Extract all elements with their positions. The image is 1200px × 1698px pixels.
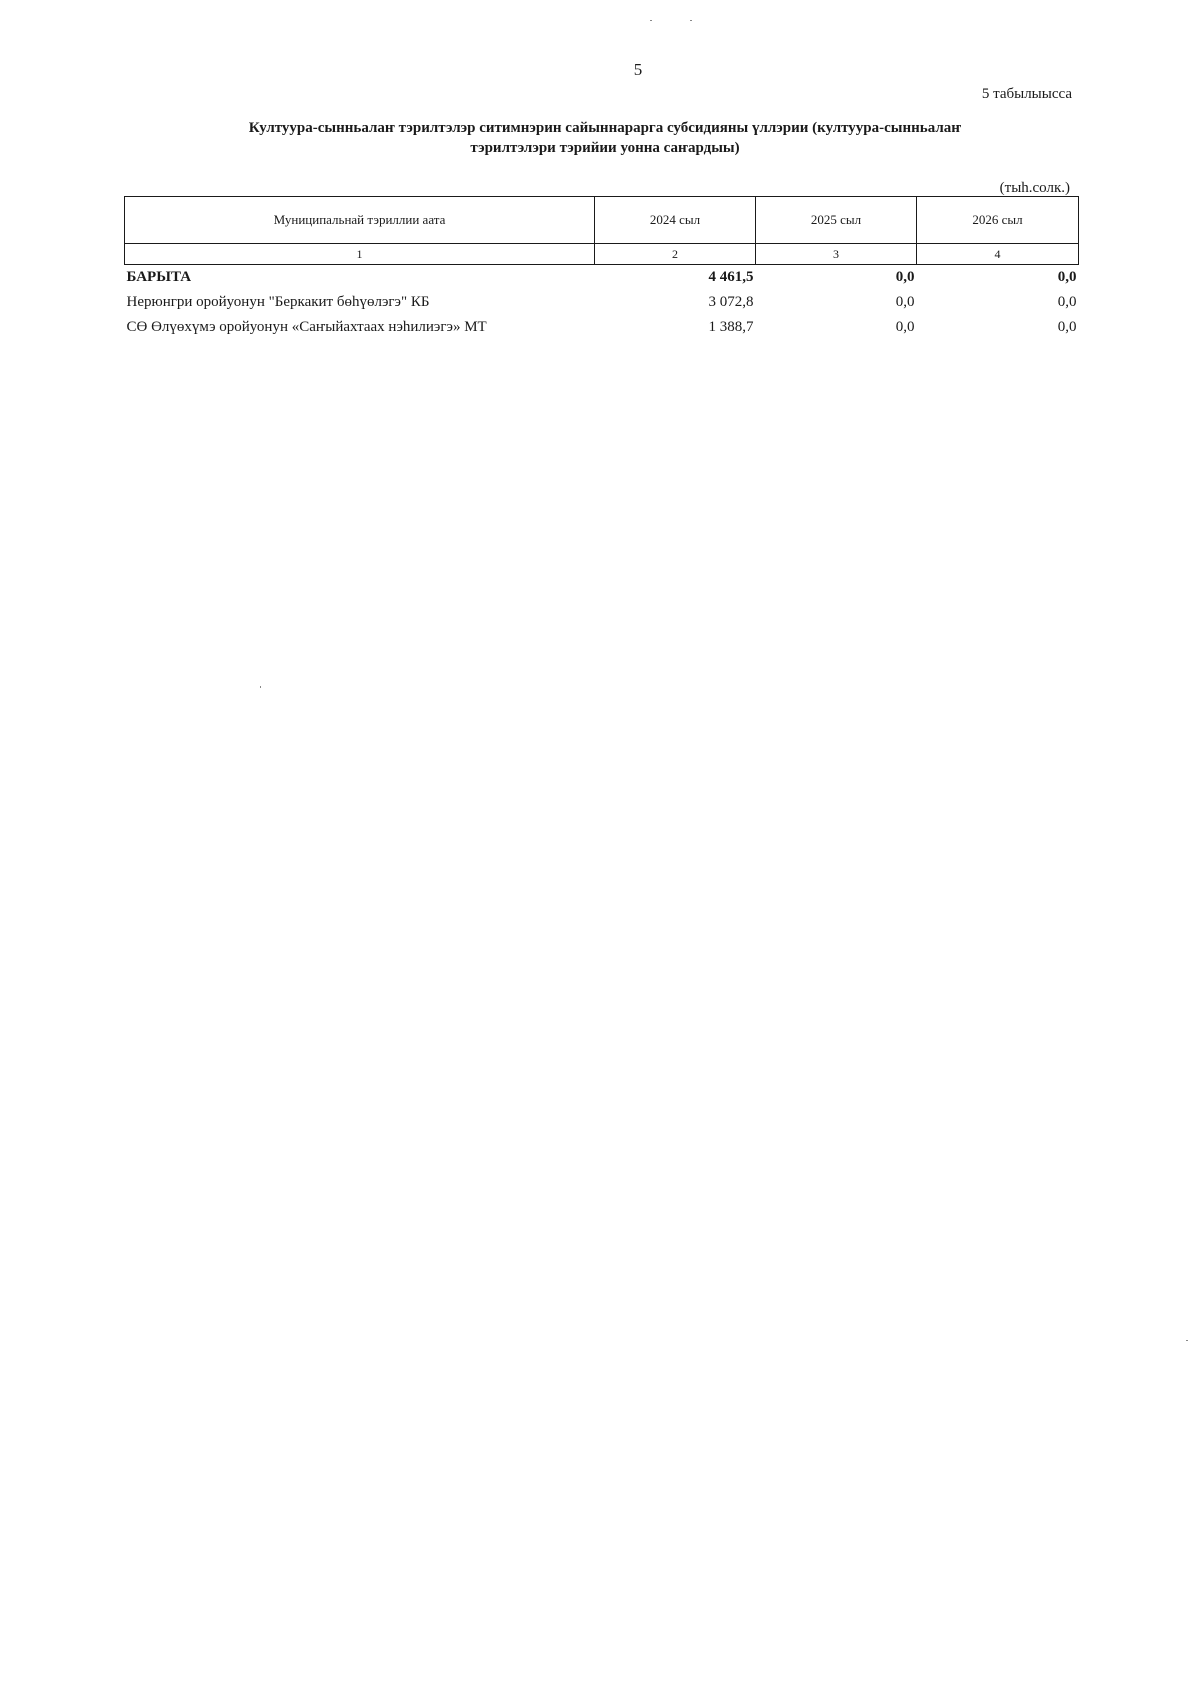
document-title-line-1: Култуура-сынньалаҥ тэрилтэлэр ситимнэрин сайыннарарга субсидияны үллэрии (култуура-сынньалаҥ — [248, 120, 962, 136]
column-number-row — [125, 244, 1079, 265]
value-2024: 1 388,7 — [708, 319, 754, 335]
total-row — [125, 265, 1079, 291]
header-2025: 2025 сыл — [756, 197, 917, 244]
value-2026: 0,0 — [1057, 294, 1077, 310]
table-header-row — [125, 197, 1079, 244]
column-number-1: 1 — [125, 244, 595, 265]
municipality-name: Нерюнгри оройуонун "Беркакит бөһүөлэгэ" КБ — [126, 294, 430, 310]
units-label: (тыһ.солк.) — [999, 180, 1070, 196]
subsidy-table-container — [124, 196, 1078, 340]
header-municipality: Муниципальнай тэриллии аата — [125, 197, 595, 244]
total-2024: 4 461,5 — [708, 269, 754, 285]
municipality-name: СӨ Өлүөхүмэ оройуонун «Саҥыйахтаах нэһилиэгэ» МТ — [126, 319, 487, 335]
value-2025: 0,0 — [895, 294, 915, 310]
scan-speck — [690, 20, 692, 21]
value-2026: 0,0 — [1057, 319, 1077, 335]
total-label: БАРЫТА — [126, 269, 192, 285]
subsidy-table — [124, 196, 1079, 340]
scan-speck — [1186, 1340, 1188, 1341]
column-number-2: 2 — [595, 244, 756, 265]
appendix-label: 5 табылыысса — [981, 86, 1072, 102]
page-number: 5 — [633, 60, 643, 79]
document-title-line-2: тэрилтэлэри тэрийии уонна саҥардыы) — [470, 140, 740, 156]
scan-speck — [650, 20, 652, 21]
column-number-3: 3 — [756, 244, 917, 265]
total-2026: 0,0 — [1057, 269, 1077, 285]
value-2025: 0,0 — [895, 319, 915, 335]
header-2024: 2024 сыл — [595, 197, 756, 244]
header-2026: 2026 сыл — [917, 197, 1079, 244]
table-row — [125, 290, 1079, 315]
column-number-4: 4 — [917, 244, 1079, 265]
total-2025: 0,0 — [895, 269, 915, 285]
value-2024: 3 072,8 — [708, 294, 754, 310]
scan-speck — [260, 686, 261, 688]
document-title — [150, 118, 1060, 158]
table-row — [125, 315, 1079, 340]
